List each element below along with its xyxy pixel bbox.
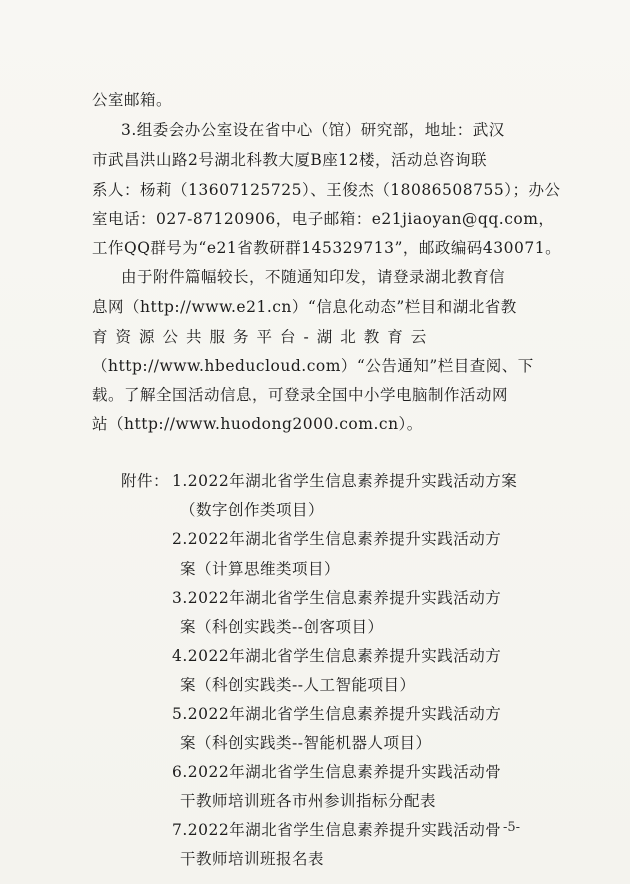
- attachment-2-line-1: 2.2022年湖北省学生信息素养提升实践活动方: [172, 530, 502, 548]
- page-number: -5-: [503, 820, 521, 835]
- body-line-5: 室电话：027-87120906，电子邮箱：e21jiaoyan@qq.com，: [92, 210, 555, 228]
- body-line-6: 工作QQ群号为“e21省教研群145329713”，邮政编码430071。: [92, 239, 562, 257]
- attachment-2-line-2: 案（计算思维类项目）: [180, 560, 341, 578]
- attachment-4-line-1: 4.2022年湖北省学生信息素养提升实践活动方: [172, 647, 502, 665]
- attachment-1-line-1: 1.2022年湖北省学生信息素养提升实践活动方案: [172, 472, 518, 490]
- body-line-1: 公室邮箱。: [92, 91, 173, 109]
- body-line-7: 由于附件篇幅较长，不随通知印发，请登录湖北教育信: [121, 268, 506, 286]
- attachments-label: 附件：: [121, 472, 170, 490]
- body-line-11: 载。了解全国活动信息，可登录全国中小学电脑制作活动网: [92, 386, 509, 404]
- body-line-3: 市武昌洪山路2号湖北科教大厦B座12楼，活动总咨询联: [92, 151, 487, 169]
- body-line-4: 系人：杨莉（13607125725）、王俊杰（18086508755）；办公: [92, 181, 561, 199]
- attachment-5-line-2: 案（科创实践类--智能机器人项目）: [180, 734, 432, 752]
- attachment-5-line-1: 5.2022年湖北省学生信息素养提升实践活动方: [172, 705, 502, 723]
- attachment-1-line-2: （数字创作类项目）: [180, 501, 325, 519]
- body-line-12: 站（http://www.huodong2000.com.cn）。: [92, 415, 423, 433]
- body-line-2: 3.组委会办公室设在省中心（馆）研究部，地址：武汉: [121, 121, 505, 139]
- attachment-6-line-2: 干教师培训班各市州参训指标分配表: [180, 792, 437, 810]
- attachment-3-line-1: 3.2022年湖北省学生信息素养提升实践活动方: [172, 589, 502, 607]
- attachment-3-line-2: 案（科创实践类--创客项目）: [180, 618, 384, 636]
- attachment-7-line-2: 干教师培训班报名表: [180, 850, 325, 868]
- attachment-7-line-1: 7.2022年湖北省学生信息素养提升实践活动骨: [172, 821, 502, 839]
- body-line-8: 息网（http://www.e21.cn）“信息化动态”栏目和湖北省教: [92, 298, 517, 316]
- body-line-9: 育资源公共服务平台-湖北教育云: [92, 328, 435, 346]
- attachment-6-line-1: 6.2022年湖北省学生信息素养提升实践活动骨: [172, 763, 502, 781]
- attachment-4-line-2: 案（科创实践类--人工智能项目）: [180, 676, 416, 694]
- body-line-10: （http://www.hbeducloud.com）“公告通知”栏目查阅、下: [92, 357, 534, 375]
